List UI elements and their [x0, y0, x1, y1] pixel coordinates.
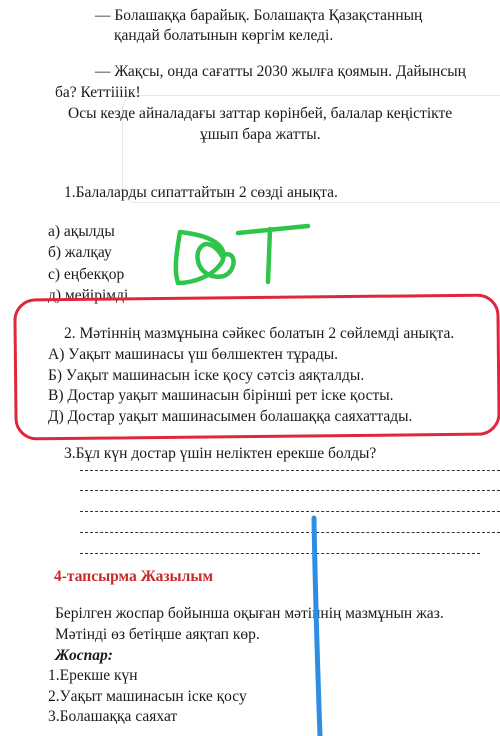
q1-option-d: д) мейірімді — [48, 287, 129, 304]
question-1-prompt: 1.Балаларды сипаттайтын 2 сөзді анықта. — [64, 184, 338, 201]
story-line-1: — Болашаққа барайық. Болашақта Қазақстанның — [95, 7, 423, 24]
question-3-prompt: 3.Бұл күн достар үшін неліктен ерекше болды? — [64, 445, 377, 462]
q1-option-b: б) жалқау — [48, 244, 112, 261]
q1-option-c: с) еңбекқор — [48, 266, 125, 283]
story-line-2: қандай болатынын көргім келеді. — [114, 27, 334, 44]
story-line-5: Осы кезде айналадағы заттар көрінбей, балалар кеңістікте — [68, 105, 453, 122]
task-4-instruction-1: Берілген жоспар бойынша оқыған мәтіннің мазмұнын жаз. — [55, 605, 444, 622]
story-line-3: — Жақсы, онда сағатты 2030 жылға қоямын. Дайынсың — [95, 63, 466, 80]
plan-item-3: 3.Болашаққа саяхат — [48, 708, 178, 725]
q2-option-b: Б) Уақыт машинасын іске қосу сәтсіз аяқталды. — [48, 367, 365, 384]
q2-option-v: В) Достар уақыт машинасын бірінші рет іске қосты. — [48, 387, 394, 404]
plan-item-2: 2.Уақыт машинасын іске қосу — [48, 688, 247, 705]
blue-pen-stroke — [314, 518, 320, 736]
task-4-instruction-2: Мәтінді өз бетіңше аяқтап көр. — [55, 626, 260, 643]
task-4-heading: 4-тапсырма Жазылым — [54, 568, 214, 585]
q1-option-a: а) ақылды — [48, 223, 115, 240]
plan-item-1: 1.Ерекше күн — [48, 667, 138, 684]
story-line-6: ұшып бара жатты. — [200, 126, 321, 143]
story-line-4: ба? Кеттіііік! — [55, 84, 141, 101]
q2-option-a: А) Уақыт машинасы үш бөлшектен тұрады. — [48, 346, 339, 363]
plan-label: Жоспар: — [55, 647, 113, 664]
q2-option-d: Д) Достар уақыт машинасымен болашаққа саяхаттады. — [48, 408, 413, 425]
question-2-prompt: 2. Мәтіннің мазмұнына сәйкес болатын 2 сөйлемді анықта. — [64, 325, 455, 342]
green-scribble-dot — [176, 226, 308, 283]
